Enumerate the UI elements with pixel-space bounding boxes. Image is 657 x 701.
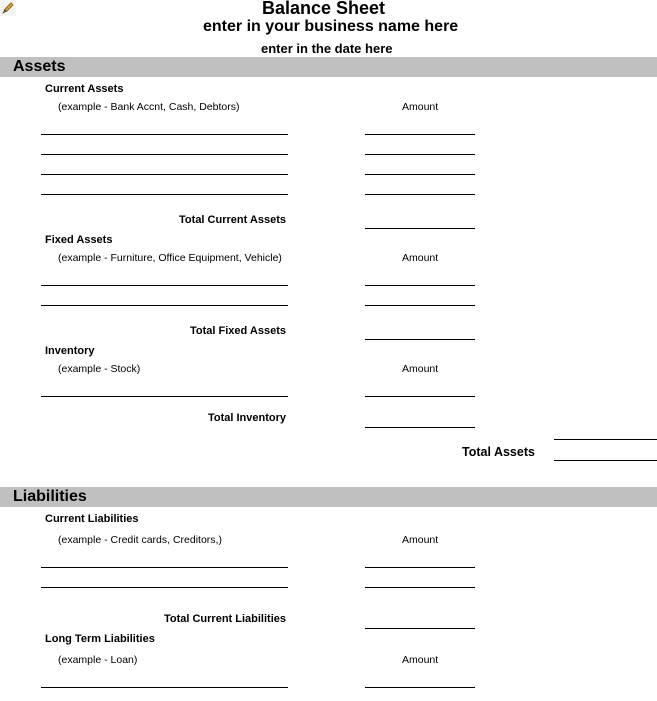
current-liabilities-heading: Current Liabilities — [45, 513, 139, 525]
long-term-liability-amount-line[interactable] — [365, 687, 475, 688]
fixed-assets-heading: Fixed Assets — [45, 234, 113, 246]
total-assets-line-upper[interactable] — [554, 439, 657, 440]
fixed-assets-amount-label: Amount — [402, 252, 439, 264]
total-current-assets-label: Total Current Assets — [179, 214, 286, 226]
inventory-example: (example - Stock) — [58, 363, 141, 375]
assets-section-label: Assets — [13, 58, 66, 75]
total-inventory-label: Total Inventory — [207, 412, 286, 424]
current-asset-amount-line[interactable] — [365, 194, 475, 195]
current-asset-amount-line[interactable] — [365, 154, 475, 155]
inventory-item-line[interactable] — [41, 396, 288, 397]
current-liability-amount-line[interactable] — [365, 567, 475, 568]
liabilities-section-band — [0, 487, 657, 507]
total-current-assets-line[interactable] — [365, 228, 475, 229]
current-asset-amount-line[interactable] — [365, 134, 475, 135]
edit-pencil-icon — [0, 0, 16, 16]
total-assets-line-lower[interactable] — [554, 460, 657, 461]
liabilities-section-label: Liabilities — [13, 488, 87, 505]
total-current-liabilities-label: Total Current Liabilities — [163, 613, 286, 625]
long-term-liabilities-example: (example - Loan) — [58, 654, 138, 666]
current-asset-item-line[interactable] — [41, 194, 288, 195]
current-assets-example: (example - Bank Accnt, Cash, Debtors) — [58, 101, 240, 113]
assets-section-band — [0, 57, 657, 77]
inventory-amount-label: Amount — [402, 363, 439, 375]
total-inventory-line[interactable] — [365, 427, 475, 428]
business-name[interactable]: enter in your business name here — [203, 18, 459, 35]
long-term-liability-item-line[interactable] — [41, 687, 288, 688]
date-field[interactable]: enter in the date here — [261, 41, 393, 56]
page-title: Balance Sheet — [262, 0, 386, 18]
total-fixed-assets-label: Total Fixed Assets — [190, 325, 286, 337]
fixed-asset-item-line[interactable] — [41, 285, 288, 286]
current-liabilities-example: (example - Credit cards, Creditors,) — [58, 534, 222, 546]
fixed-asset-item-line[interactable] — [41, 305, 288, 306]
current-assets-amount-label: Amount — [402, 101, 439, 113]
total-assets-label: Total Assets — [462, 445, 535, 459]
total-fixed-assets-line[interactable] — [365, 339, 475, 340]
current-asset-item-line[interactable] — [41, 154, 288, 155]
long-term-liabilities-heading: Long Term Liabilities — [45, 633, 155, 645]
inventory-heading: Inventory — [45, 345, 95, 357]
current-asset-amount-line[interactable] — [365, 174, 475, 175]
current-asset-item-line[interactable] — [41, 174, 288, 175]
fixed-assets-example: (example - Furniture, Office Equipment, Vehicle) — [58, 252, 282, 264]
fixed-asset-amount-line[interactable] — [365, 285, 475, 286]
current-liability-item-line[interactable] — [41, 567, 288, 568]
current-liability-amount-line[interactable] — [365, 587, 475, 588]
current-assets-heading: Current Assets — [45, 83, 124, 95]
total-current-liabilities-line[interactable] — [365, 628, 475, 629]
inventory-amount-line[interactable] — [365, 396, 475, 397]
fixed-asset-amount-line[interactable] — [365, 305, 475, 306]
current-liability-item-line[interactable] — [41, 587, 288, 588]
long-term-liabilities-amount-label: Amount — [402, 654, 439, 666]
current-liabilities-amount-label: Amount — [402, 534, 439, 546]
current-asset-item-line[interactable] — [41, 134, 288, 135]
